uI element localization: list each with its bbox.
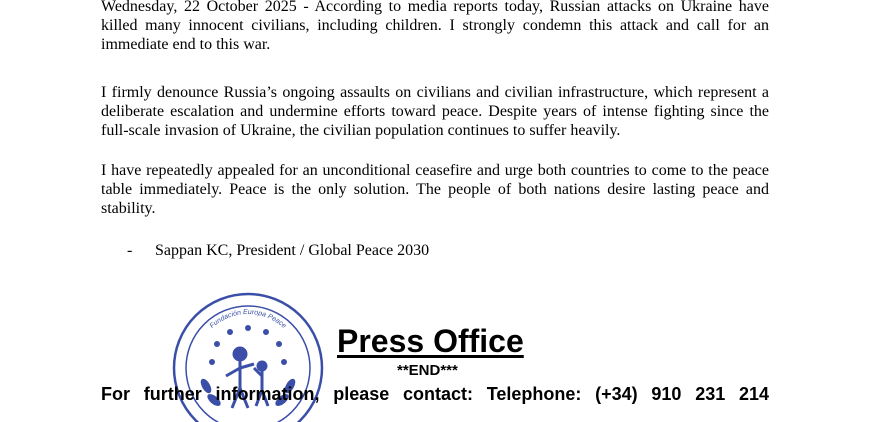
statement-paragraph-3: I have repeatedly appealed for an unconditional ceasefire and urge both countries to come to the peace table immediately. Peace is the only solution. The people of both nations desire lasting peace and stability. — [101, 162, 769, 217]
signature-dash: - — [127, 242, 133, 259]
end-marker: **END*** — [397, 362, 458, 379]
logo-stars — [209, 325, 287, 365]
statement-paragraph-2: I firmly denounce Russia’s ongoing assaults on civilians and civilian infrastructure, which represent a deliberate escalation and undermine efforts toward peace. Despite years of intense fighting since the full-scale invasion of Ukraine, the civilian population continues to suffer heavily. — [101, 84, 769, 139]
signature-line — [127, 241, 429, 260]
logo-ring-text: Fundación Europa Peace — [208, 308, 288, 330]
signature-text: Sappan KC, President / Global Peace 2030 — [155, 242, 430, 259]
statement-paragraph-1: Wednesday, 22 October 2025 - According to media reports today, Russian attacks on Ukraine have killed many innocent civilians, including children. I strongly condemn this attack and call for an immediate end to this war. — [101, 0, 769, 53]
press-office-heading: Press Office — [337, 323, 524, 359]
contact-line: For further information, please contact: Telephone: (+34) 910 231 214 — [101, 384, 769, 404]
